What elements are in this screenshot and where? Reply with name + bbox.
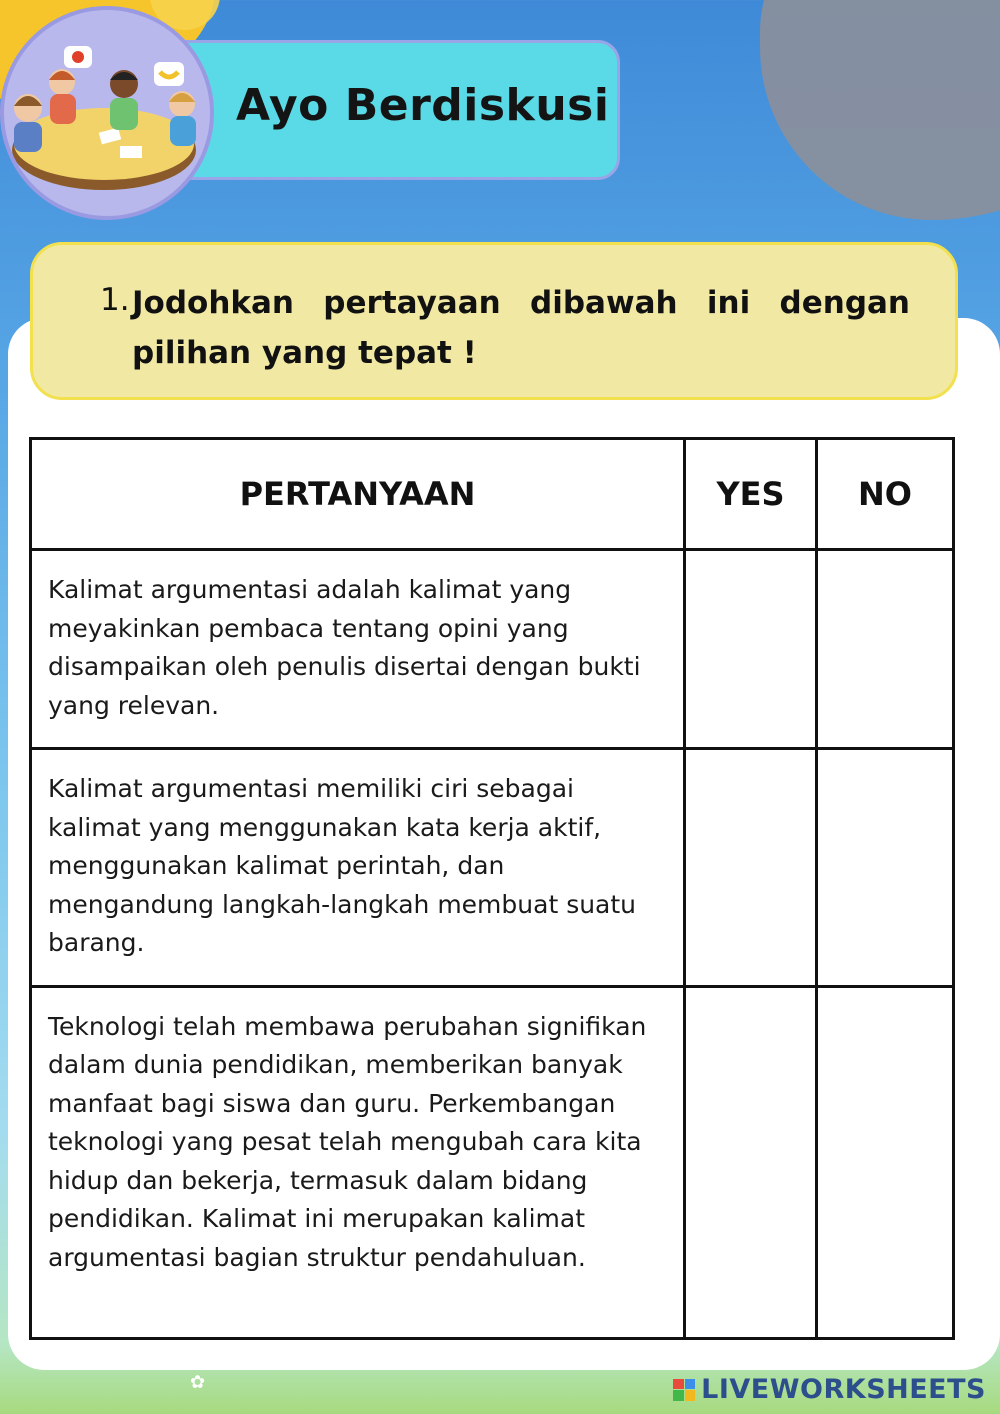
header-no: NO [817, 439, 954, 550]
question-table [29, 437, 955, 1340]
children-discussing-icon [4, 10, 214, 220]
answer-yes-cell[interactable] [685, 749, 817, 987]
answer-yes-cell[interactable] [685, 550, 817, 749]
answer-no-cell[interactable] [817, 749, 954, 987]
answer-yes-cell[interactable] [685, 986, 817, 1338]
table-row [31, 749, 954, 987]
instruction-number: 1. [100, 282, 130, 318]
discussion-illustration [0, 6, 214, 220]
table-row [31, 986, 954, 1338]
page-title: Ayo Berdiskusi [236, 80, 610, 131]
instruction-text: Jodohkan pertayaan dibawah ini dengan pilihan yang tepat ! [132, 285, 910, 371]
header-yes: YES [685, 439, 817, 550]
table-row [31, 550, 954, 749]
logo-squares-icon [673, 1379, 695, 1401]
question-text: Kalimat argumentasi memiliki ciri sebagai kalimat yang menggunakan kata kerja aktif, menggunakan kalimat perintah, dan mengandung langkah-langkah membuat suatu barang. [31, 749, 685, 987]
answer-no-cell[interactable] [817, 986, 954, 1338]
table-header-row [31, 439, 954, 550]
question-text: Teknologi telah membawa perubahan signifikan dalam dunia pendidikan, memberikan banyak manfaat bagi siswa dan guru. Perkembangan teknologi yang pesat telah mengubah cara kita hidup dan bekerja, termasuk dalam bidang pendidikan. Kalimat ini merupakan kalimat argumentasi bagian struktur pendahuluan. [31, 986, 685, 1338]
liveworksheets-logo[interactable] [673, 1374, 986, 1405]
header-pertanyaan: PERTANYAAN [31, 439, 685, 550]
brand-name: LIVEWORKSHEETS [701, 1374, 986, 1405]
cloud-blob-decoration [760, 0, 1000, 220]
answer-no-cell[interactable] [817, 550, 954, 749]
flower-decoration: ✿ [190, 1372, 206, 1393]
question-text: Kalimat argumentasi adalah kalimat yang meyakinkan pembaca tentang opini yang disampaikan oleh penulis disertai dengan bukti yang relevan. [31, 550, 685, 749]
